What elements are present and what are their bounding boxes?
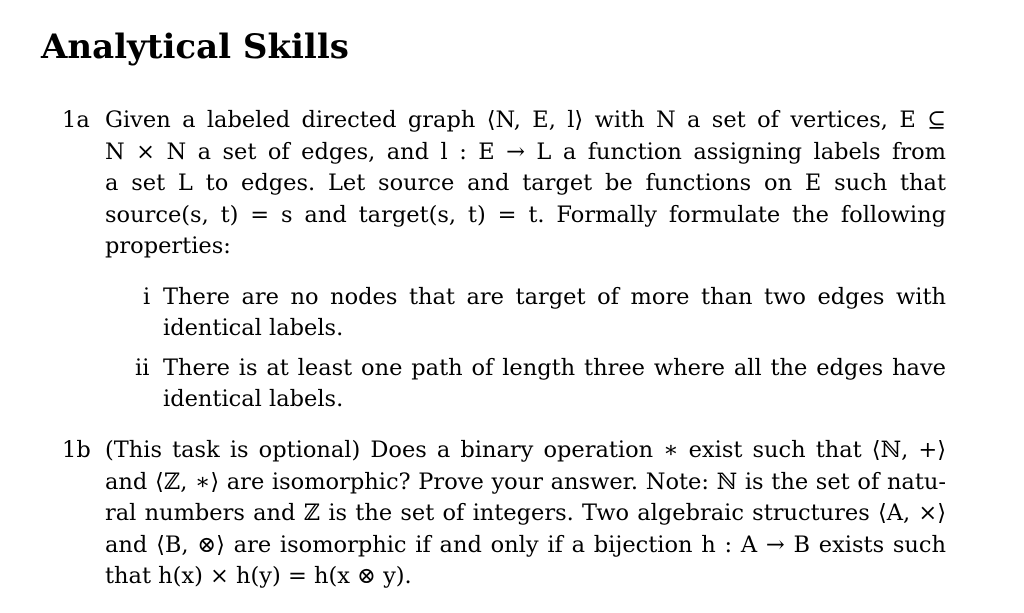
task-1b-line-3: ral numbers and ℤ is the set of integers. Two algebraic structures ⟨A, ×⟩ [105, 500, 946, 526]
item-ii-line-1: There is at least one path of length three where all the edges have [163, 355, 946, 381]
item-i-numeral: i [143, 284, 151, 310]
item-ii-numeral: ii [135, 355, 150, 381]
task-1b-line-5: that h(x) × h(y) = h(x ⊗ y). [105, 563, 412, 589]
task-1a-line-4: source(s, t) = s and target(s, t) = t. Formally formulate the following [105, 202, 946, 228]
item-ii-line-2: identical labels. [163, 386, 344, 412]
task-1a-number: 1a [62, 107, 90, 133]
task-1b-line-1: (This task is optional) Does a binary operation ∗ exist such that ⟨ℕ, +⟩ [105, 437, 946, 463]
task-1b-line-4: and ⟨B, ⊗⟩ are isomorphic if and only if a bijection h : A → B exists such [105, 532, 946, 558]
item-i-line-2: identical labels. [163, 315, 344, 341]
task-1b-line-2: and ⟨ℤ, ∗⟩ are isomorphic? Prove your answer. Note: ℕ is the set of natu- [105, 469, 946, 495]
task-1a-line-3: a set L to edges. Let source and target be functions on E such that [105, 170, 946, 196]
task-1b-number: 1b [62, 437, 91, 463]
task-1a-line-2: N × N a set of edges, and l : E → L a function assigning labels from [105, 139, 946, 165]
item-i-line-1: There are no nodes that are target of more than two edges with [163, 284, 946, 310]
task-1a-line-1: Given a labeled directed graph ⟨N, E, l⟩ with N a set of vertices, E ⊆ [105, 107, 946, 133]
task-1a-line-5: properties: [105, 233, 231, 259]
page-heading: Analytical Skills [41, 27, 349, 67]
